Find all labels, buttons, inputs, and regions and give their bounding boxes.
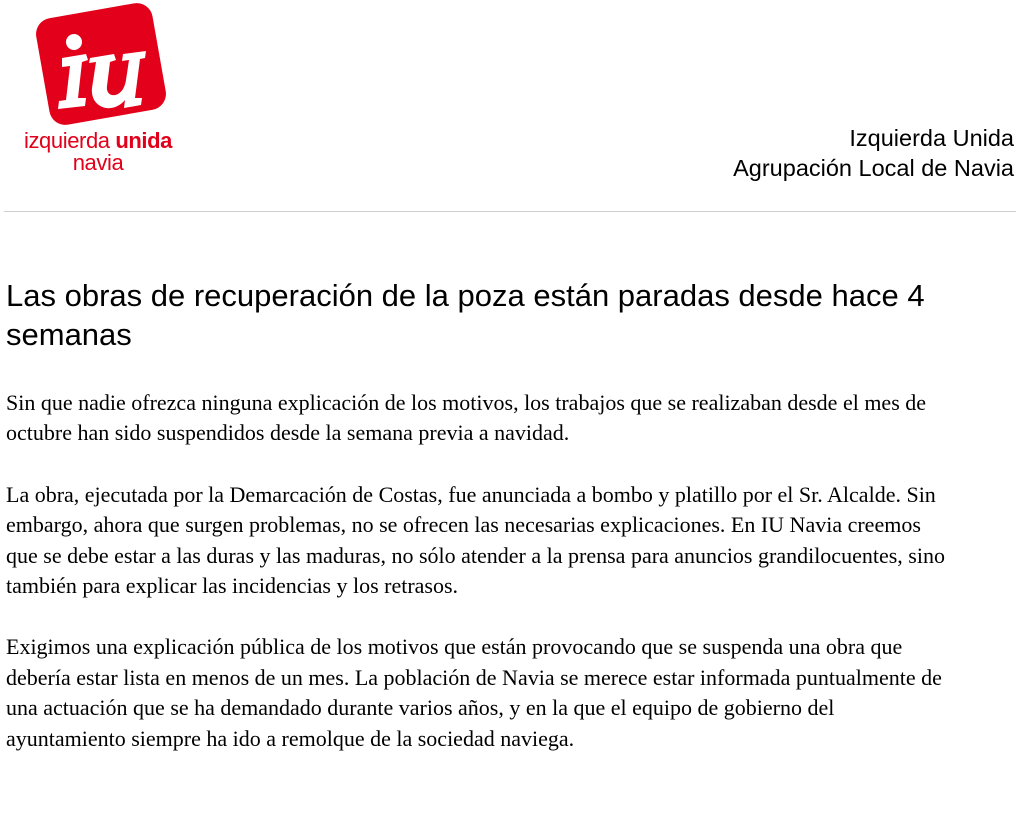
organization-line-1: Izquierda Unida — [849, 125, 1014, 151]
header-divider — [4, 211, 1016, 212]
article-paragraph-3: Exigimos una explicación pública de los motivos que están provocando que se suspenda una obra que debería estar lista en menos de un mes. La población de Navia se merece estar informada puntualmente de una actuación que se ha demandado durante varios años, y en la que el equipo de gobierno del ayuntamiento siempre ha ido a remolque de la sociedad naviega. — [6, 634, 942, 751]
organization-line-2: Agrupación Local de Navia — [733, 155, 1014, 181]
logo-word-unida: unida — [115, 128, 173, 153]
iu-logo-mark — [28, 2, 174, 126]
organization-name — [733, 123, 1014, 183]
article-paragraph-2: La obra, ejecutada por la Demarcación de Costas, fue anunciada a bombo y platillo por el Sr. Alcalde. Sin embargo, ahora que surgen problemas, no se ofrecen las necesarias explicaciones. En IU Navia creemos que se debe estar a las duras y las maduras, no sólo atender a la prensa para anuncios grandilocuentes, sino también para explicar las incidencias y los retrasos. — [6, 481, 945, 599]
iu-logo — [14, 0, 182, 190]
article-paragraph-1: Sin que nadie ofrezca ninguna explicación de los motivos, los trabajos que se realizaban desde el mes de octubre han sido suspendidos desde la semana previa a navidad. — [6, 390, 927, 446]
logo-word-izquierda: izquierda — [23, 128, 110, 153]
article — [6, 276, 1006, 754]
page-header — [0, 0, 1024, 212]
logo-wordmark — [14, 130, 182, 174]
logo-word-navia: navia — [72, 150, 124, 175]
article-title: Las obras de recuperación de la poza están paradas desde hace 4 semanas — [6, 278, 925, 352]
